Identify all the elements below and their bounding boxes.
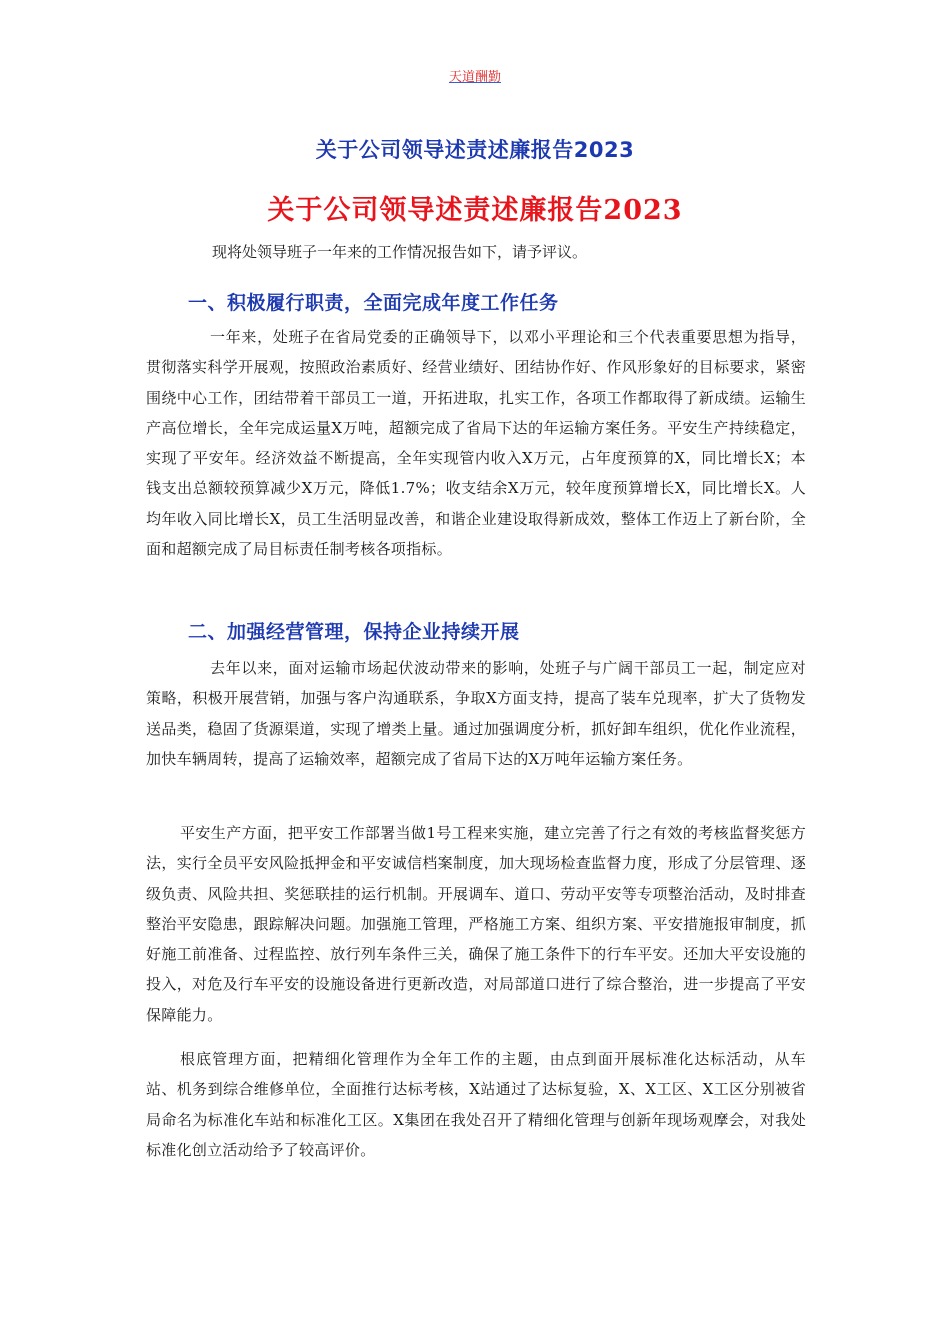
intro-paragraph: 现将处领导班子一年来的工作情况报告如下，请予评议。 <box>212 243 588 261</box>
section-heading-2: 二、加强经营管理，保持企业持续开展 <box>188 621 520 643</box>
section-1-paragraph-1: 一年来，处班子在省局党委的正确领导下，以邓小平理论和三个代表重要思想为指导，贯彻落实科学开展观，按照政治素质好、经营业绩好、团结协作好、作风形象好的目标要求，紧密围绕中心工作，团结带着干部员工一道，开拓进取，扎实工作，各项工作都取得了新成绩。运输生产高位增长，全年完成运量X万吨，超额完成了省局下达的年运输方案任务。平安生产持续稳定，实现了平安年。经济效益不断提高，全年实现管内收入X万元，占年度预算的X，同比增长X；本钱支出总额较预算减少X万元，降低1.7%；收支结余X万元，较年度预算增长X，同比增长X。人均年收入同比增长X，员工生活明显改善，和谐企业建设取得新成效，整体工作迈上了新台阶，全面和超额完成了局目标责任制考核各项指标。 <box>146 328 806 559</box>
section-2-paragraph-1: 去年以来，面对运输市场起伏波动带来的影响，处班子与广阔干部员工一起，制定应对策略，积极开展营销，加强与客户沟通联系，争取X方面支持，提高了装车兑现率，扩大了货物发送品类，稳固了货源渠道，实现了增类上量。通过加强调度分析，抓好卸车组织，优化作业流程，加快车辆周转，提高了运输效率，超额完成了省局下达的X万吨年运输方案任务。 <box>146 659 806 768</box>
section-heading-1: 一、积极履行职责，全面完成年度工作任务 <box>188 292 559 314</box>
section-2-paragraph-3: 根底管理方面，把精细化管理作为全年工作的主题，由点到面开展标准化达标活动，从车站、机务到综合维修单位，全面推行达标考核，X站通过了达标复验，X、X工区、X工区分别被省局命名为标准化车站和标准化工区。X集团在我处召开了精细化管理与创新年现场观摩会，对我处标准化创立活动给予了较高评价。 <box>146 1050 806 1159</box>
document-title-red: 关于公司领导述责述廉报告2023 <box>267 195 683 226</box>
section-2-paragraph-2: 平安生产方面，把平安工作部署当做1号工程来实施，建立完善了行之有效的考核监督奖惩方法，实行全员平安风险抵押金和平安诚信档案制度，加大现场检查监督力度，形成了分层管理、逐级负责、风险共担、奖惩联挂的运行机制。开展调车、道口、劳动平安等专项整治活动，及时排查整治平安隐患，跟踪解决问题。加强施工管理，严格施工方案、组织方案、平安措施报审制度，抓好施工前准备、过程监控、放行列车条件三关，确保了施工条件下的行车平安。还加大平安设施的投入，对危及行车平安的设施设备进行更新改造，对局部道口进行了综合整治，进一步提高了平安保障能力。 <box>146 824 806 1024</box>
header-mark: 天道酬勤 <box>448 70 501 85</box>
document-title-blue: 关于公司领导述责述廉报告2023 <box>315 138 635 162</box>
